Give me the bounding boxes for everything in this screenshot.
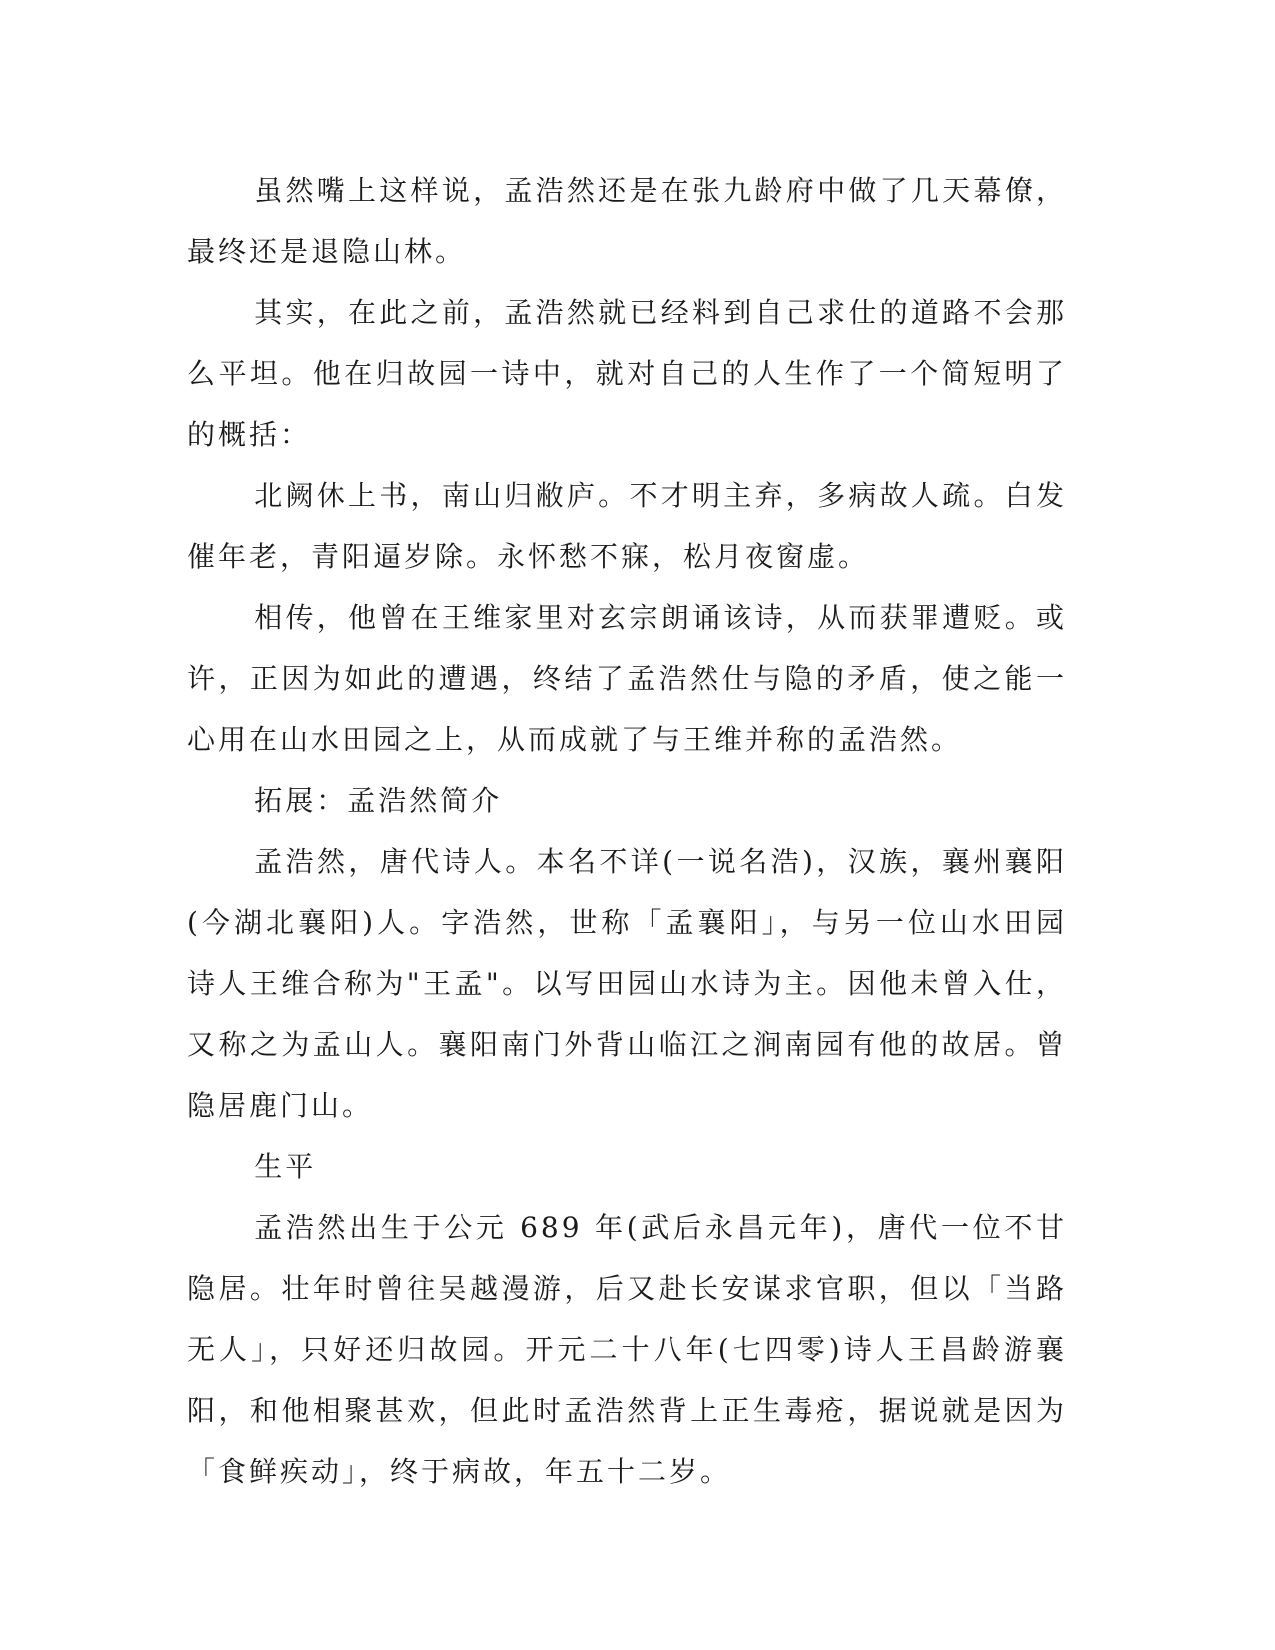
section-heading: 生平	[254, 1150, 317, 1183]
paragraph: 其实，在此之前，孟浩然就已经料到自己求仕的道路不会那么平坦。他在归故园一诗中，就对自己的人生作了一个简短明了的概括：	[187, 296, 1067, 451]
section-heading: 拓展：孟浩然简介	[254, 784, 503, 817]
document-body	[187, 160, 1067, 1502]
paragraph: 虽然嘴上这样说，孟浩然还是在张九龄府中做了几天幕僚，最终还是退隐山林。	[187, 174, 1067, 268]
paragraph: 相传，他曾在王维家里对玄宗朗诵该诗，从而获罪遭贬。或许，正因为如此的遭遇，终结了孟浩然仕与隐的矛盾，使之能一心用在山水田园之上，从而成就了与王维并称的孟浩然。	[187, 601, 1067, 756]
paragraph: 孟浩然出生于公元 689 年(武后永昌元年)，唐代一位不甘隐居。壮年时曾往吴越漫游，后又赴长安谋求官职，但以「当路无人」，只好还归故园。开元二十八年(七四零)诗人王昌龄游襄阳，和他相聚甚欢，但此时孟浩然背上正生毒疮，据说就是因为「食鲜疾动」，终于病故，年五十二岁。	[187, 1211, 1067, 1488]
poem-paragraph: 北阙休上书，南山归敝庐。不才明主弃，多病故人疏。白发催年老，青阳逼岁除。永怀愁不寐，松月夜窗虚。	[187, 479, 1067, 573]
paragraph: 孟浩然，唐代诗人。本名不详(一说名浩)，汉族，襄州襄阳(今湖北襄阳)人。字浩然，世称「孟襄阳」，与另一位山水田园诗人王维合称为"王孟"。以写田园山水诗为主。因他未曾入仕，又称之为孟山人。襄阳南门外背山临江之涧南园有他的故居。曾隐居鹿门山。	[187, 845, 1067, 1122]
